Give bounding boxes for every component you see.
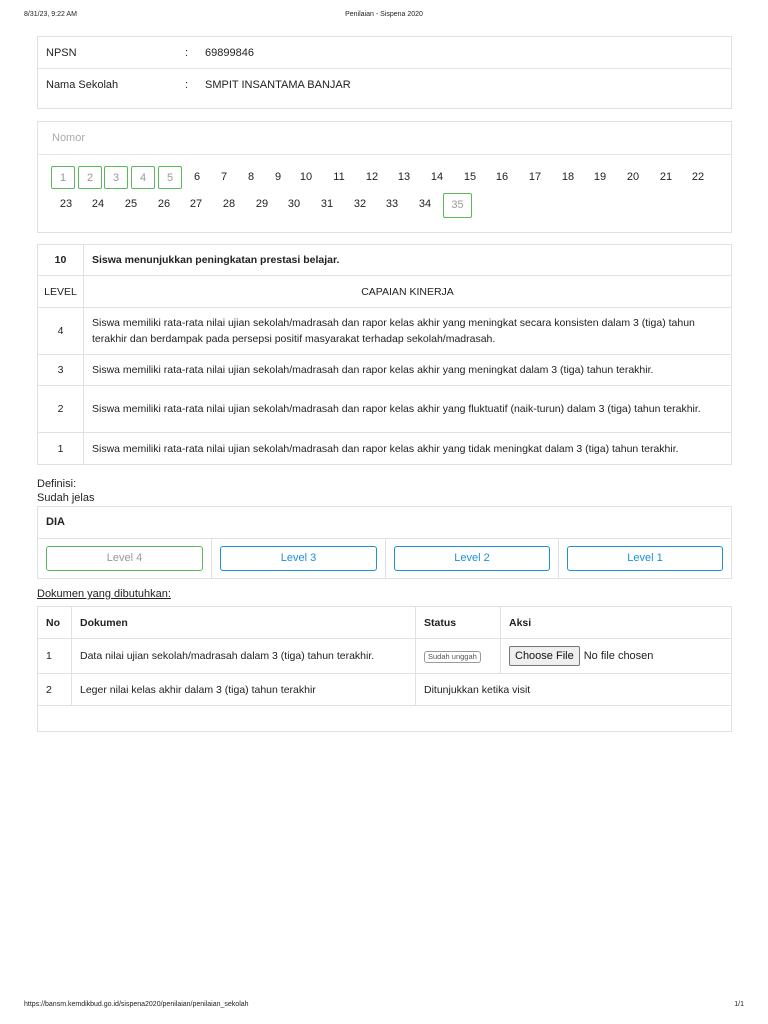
row-no: 1 bbox=[38, 639, 72, 674]
table-row bbox=[38, 674, 732, 706]
level-header: LEVEL bbox=[38, 276, 84, 308]
print-url: https://bansm.kemdikbud.go.id/sispena2020/penilaian/penilaian_sekolah bbox=[24, 1001, 249, 1008]
row-status bbox=[416, 639, 501, 674]
school-name-row bbox=[38, 69, 731, 101]
npsn-label: NPSN bbox=[46, 47, 77, 59]
nomor-item-33[interactable]: 33 bbox=[385, 198, 399, 210]
level-number: 2 bbox=[38, 386, 84, 433]
level-2-button[interactable]: Level 2 bbox=[394, 546, 550, 571]
dia-cell bbox=[386, 539, 559, 579]
row-document: Leger nilai kelas akhir dalam 3 (tiga) tahun terakhir bbox=[72, 674, 416, 706]
nomor-item-25[interactable]: 25 bbox=[124, 198, 138, 210]
level-4-button[interactable]: Level 4 bbox=[46, 546, 203, 571]
criterion-row bbox=[38, 245, 732, 276]
level-description: Siswa memiliki rata-rata nilai ujian sekolah/madrasah dan rapor kelas akhir yang fluktuatif (naik-turun) dalam 3 (tiga) tahun terakhir. bbox=[84, 386, 732, 433]
level-description: Siswa memiliki rata-rata nilai ujian sekolah/madrasah dan rapor kelas akhir yang tidak meningkat dalam 3 (tiga) tahun terakhir. bbox=[84, 433, 732, 465]
dia-header bbox=[38, 507, 731, 539]
definition-label: Definisi: bbox=[37, 478, 77, 490]
definition-block bbox=[37, 477, 95, 505]
nomor-item-24[interactable]: 24 bbox=[91, 198, 105, 210]
print-footer bbox=[24, 1001, 744, 1011]
nomor-item-22[interactable]: 22 bbox=[691, 171, 705, 183]
definition-value: Sudah jelas bbox=[37, 492, 95, 504]
print-page-title: Penilaian - Sispena 2020 bbox=[345, 11, 423, 18]
nomor-item-4[interactable]: 4 bbox=[131, 166, 155, 189]
nomor-item-35[interactable]: 35 bbox=[443, 193, 472, 218]
nomor-item-5[interactable]: 5 bbox=[158, 166, 182, 189]
nomor-item-17[interactable]: 17 bbox=[528, 171, 542, 183]
performance-header: CAPAIAN KINERJA bbox=[84, 276, 732, 308]
header-aksi: Aksi bbox=[501, 607, 732, 639]
nomor-item-34[interactable]: 34 bbox=[418, 198, 432, 210]
npsn-row bbox=[38, 37, 731, 69]
nomor-item-21[interactable]: 21 bbox=[659, 171, 673, 183]
documents-label: Dokumen yang dibutuhkan: bbox=[37, 588, 171, 600]
table-row bbox=[38, 639, 732, 674]
nomor-item-15[interactable]: 15 bbox=[463, 171, 477, 183]
print-page-number: 1/1 bbox=[734, 1001, 744, 1008]
nomor-item-26[interactable]: 26 bbox=[157, 198, 171, 210]
nomor-header bbox=[38, 122, 731, 155]
level-number: 3 bbox=[38, 355, 84, 386]
row-action bbox=[501, 639, 732, 674]
header-dokumen: Dokumen bbox=[72, 607, 416, 639]
dia-card bbox=[37, 506, 732, 579]
level-row bbox=[38, 355, 732, 386]
school-name-label: Nama Sekolah bbox=[46, 79, 119, 91]
nomor-item-13[interactable]: 13 bbox=[397, 171, 411, 183]
level-1-button[interactable]: Level 1 bbox=[567, 546, 723, 571]
dia-cell bbox=[38, 539, 212, 579]
documents-header-row bbox=[38, 607, 732, 639]
level-row bbox=[38, 386, 732, 433]
dia-cell bbox=[212, 539, 386, 579]
school-name-value: SMPIT INSANTAMA BANJAR bbox=[205, 79, 351, 91]
nomor-item-16[interactable]: 16 bbox=[495, 171, 509, 183]
empty-cell bbox=[38, 706, 732, 732]
criterion-table bbox=[37, 244, 732, 465]
school-name-colon: : bbox=[185, 79, 189, 91]
nomor-item-2[interactable]: 2 bbox=[78, 166, 102, 189]
header-status: Status bbox=[416, 607, 501, 639]
nomor-item-19[interactable]: 19 bbox=[593, 171, 607, 183]
nomor-item-14[interactable]: 14 bbox=[430, 171, 444, 183]
school-info-card bbox=[37, 36, 732, 109]
level-number: 1 bbox=[38, 433, 84, 465]
nomor-item-32[interactable]: 32 bbox=[353, 198, 367, 210]
print-header bbox=[24, 11, 744, 21]
nomor-item-11[interactable]: 11 bbox=[333, 171, 345, 183]
dia-title: DIA bbox=[46, 516, 65, 528]
choose-file-button[interactable]: Choose File bbox=[509, 646, 580, 666]
npsn-value: 69899846 bbox=[205, 47, 254, 59]
table-row-empty bbox=[38, 706, 732, 732]
row-document: Data nilai ujian sekolah/madrasah dalam 3 (tiga) tahun terakhir. bbox=[72, 639, 416, 674]
level-number: 4 bbox=[38, 308, 84, 355]
nomor-item-9[interactable]: 9 bbox=[274, 171, 282, 183]
level-3-button[interactable]: Level 3 bbox=[220, 546, 377, 571]
status-badge: Sudah unggah bbox=[424, 651, 481, 663]
row-status: Ditunjukkan ketika visit bbox=[416, 674, 732, 706]
criterion-header-row bbox=[38, 276, 732, 308]
criterion-number: 10 bbox=[38, 245, 84, 276]
nomor-item-10[interactable]: 10 bbox=[299, 171, 313, 183]
file-status-text: No file chosen bbox=[583, 650, 654, 662]
nomor-item-8[interactable]: 8 bbox=[247, 171, 255, 183]
nomor-item-29[interactable]: 29 bbox=[255, 198, 269, 210]
nomor-item-20[interactable]: 20 bbox=[626, 171, 640, 183]
nomor-item-23[interactable]: 23 bbox=[59, 198, 73, 210]
nomor-item-1[interactable]: 1 bbox=[51, 166, 75, 189]
level-description: Siswa memiliki rata-rata nilai ujian sekolah/madrasah dan rapor kelas akhir yang meningkat dalam 3 (tiga) tahun terakhir. bbox=[84, 355, 732, 386]
nomor-item-7[interactable]: 7 bbox=[220, 171, 228, 183]
npsn-colon: : bbox=[185, 47, 189, 59]
documents-table bbox=[37, 606, 732, 732]
nomor-title: Nomor bbox=[52, 132, 86, 144]
header-no: No bbox=[38, 607, 72, 639]
level-description: Siswa memiliki rata-rata nilai ujian sekolah/madrasah dan rapor kelas akhir yang meningkat secara konsisten dalam 3 (tiga) tahun terakhir dan berdampak pada persepsi positif masyarakat terhadap sekolah/madrasah. bbox=[84, 308, 732, 355]
nomor-item-31[interactable]: 31 bbox=[320, 198, 334, 210]
nomor-item-18[interactable]: 18 bbox=[561, 171, 575, 183]
nomor-item-27[interactable]: 27 bbox=[189, 198, 203, 210]
nomor-item-3[interactable]: 3 bbox=[104, 166, 128, 189]
nomor-item-28[interactable]: 28 bbox=[222, 198, 236, 210]
dia-cell bbox=[559, 539, 732, 579]
level-row bbox=[38, 308, 732, 355]
row-no: 2 bbox=[38, 674, 72, 706]
print-datetime: 8/31/23, 9:22 AM bbox=[24, 11, 77, 18]
nomor-card bbox=[37, 121, 732, 233]
nomor-item-6[interactable]: 6 bbox=[193, 171, 201, 183]
criterion-statement: Siswa menunjukkan peningkatan prestasi belajar. bbox=[84, 245, 732, 276]
nomor-item-12[interactable]: 12 bbox=[365, 171, 379, 183]
nomor-item-30[interactable]: 30 bbox=[287, 198, 301, 210]
level-row bbox=[38, 433, 732, 465]
